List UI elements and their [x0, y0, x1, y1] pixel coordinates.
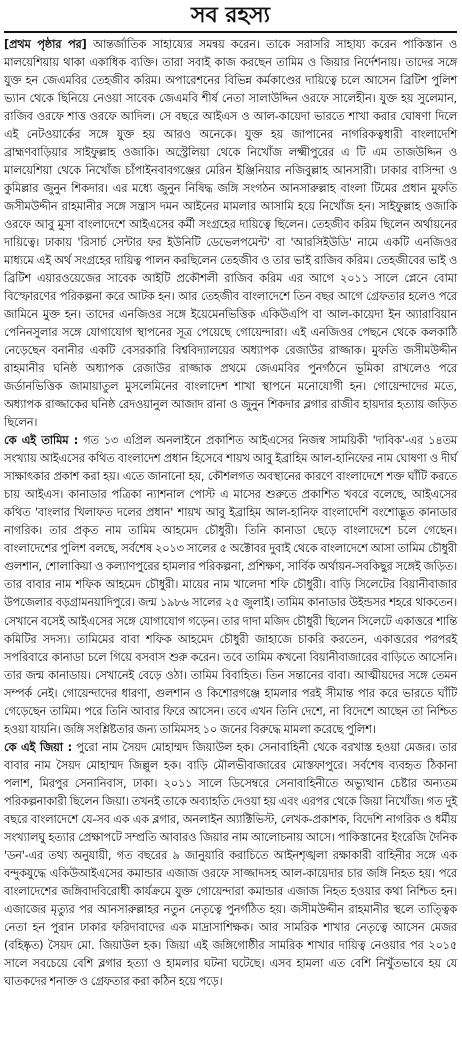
section-lead-tamim: কে এই তামিম :	[4, 434, 79, 448]
article-paragraph	[4, 739, 457, 991]
article-paragraph	[4, 36, 457, 432]
paragraph-text: আন্তর্জাতিক সাহায্যের সমন্বয় করেন। তাকে সরাসরি সাহায্য করেন পাকিস্তান ও মালয়েশিয়ায় থাকা একাধিক ব্যক্তি। তারা সবাই কাজ করছেন তামিম ও জিয়ার নির্দেশনায়। তাদের সঙ্গে যুক্ত হন জেএমবির তেহজীব করিম। অপারেশনের বিভিন্ন কর্মকাণ্ডের দায়িত্বে চলে আসেন ব্রিটিশ পুলিশ ভ্যান থেকে ছিনিয়ে নেওয়া সাবেক জেএমবি শীর্ষ নেতা সালাউদ্দিন ওরফে সালেহীন। যুক্ত হয় সুলেমান, রাজিব ওরফে শাত্ত ওরফে আদিল। সে বছরে আইএস ও আল-কায়েদা ভারতে শাখা করার ঘোষণা দিলে এই নেটওয়ার্কের সঙ্গে যুক্ত হয় আরও অনেকে। যুক্ত হয় জাপানের নাগরিকত্বধারী বাংলাদেশি ব্রাহ্মণবাড়িয়ার সাইফুল্লাহ ওজাকি। অস্ট্রেলিয়া থেকে নিখোঁজ লক্ষ্মীপুরের এ টি এম তাজউদ্দিন ও মালয়েশিয়া থেকে নিখোঁজ চাঁপাইনবাবগঞ্জের মেরিন ইঞ্জিনিয়ার নজিবুল্লাহ আনসারী। ঢাকার বাসিন্দা ও কুমিল্লার জুনুন শিকদার। এর মধ্যে জুনুন নিষিদ্ধ জঙ্গি সংগঠন আনসারুল্লাহ বাংলা টিমের প্রধান মুফতি জসীমউদ্দীন রাহমানীর সঙ্গে সন্ত্রাস দমন আইনের মামলার আসামি হয়ে নিখোঁজ হন। সাইফুল্লাহ ওজাকি ওরফে আবু মুসা বাংলাদেশে আইএসের কর্মী সংগ্রহের দায়িত্বে ছিলেন। তেহজীব করিম ছিলেন অর্থায়নের দায়িত্বে। ঢাকায় 'রিসার্চ সেন্টার ফর ইউনিটি ডেভেলপমেন্ট' বা 'আরসিইউডি' নামে একটি এনজিওর মাধ্যমে এই অর্থ সংগ্রহের দায়িত্ব পালন করছিলেন তেহজীব ও তার ভাই রাজিব করিম। তেহজীবের ভাই ও ব্রিটিশ এয়ারওয়েজের সাবেক আইটি প্রকৌশলী রাজিব করিম এর আগে ২০১১ সালে প্লেনে বোমা বিস্ফোরণের পরিকল্পনা করে আটক হন। আর তেহজীব বাংলাদেশে তিন বছর আগে গ্রেফতার হলেও পরে জামিনে মুক্ত হন। তাদের এনজিওর সঙ্গে ইয়েমেনভিত্তিক একিউএপি বা আল-কায়েদা ইন অ্যারাবিয়ান পেনিনসুলার সঙ্গে যোগাযোগ স্থাপনের সূত্র পেয়েছে গোয়েন্দারা। এই এনজিওর পেছনে থেকে কলকাঠি নেড়েছেন বনানীর একটি বেসরকারি বিশ্ববিদ্যালয়ের অধ্যাপক রেজাউর রাজ্জাক। মুফতি জসীমউদ্দীন রাহমানীর ঘনিষ্ঠ অধ্যাপক রেজাউর রাজ্জাক প্রথমে জেএমবির পুনর্গঠনে ভূমিকা রাখলেও পরে জর্ডানভিত্তিক জামায়াতুল মুসলেমিনের বাংলাদেশ শাখা স্থাপনে মনোযোগী হন। গোয়েন্দাদের মতে, অধ্যাপক রাজ্জাকের ঘনিষ্ঠ রেদওয়ানুল আজাদ রানা ও জুনুন শিকদার ব্লগার রাজীব হায়দার হত্যায় জড়িত ছিলেন।	[4, 38, 457, 430]
paragraph-text: পুরো নাম সৈয়দ মোহাম্মদ জিয়াউল হক। সেনাবাহিনী থেকে বরখাস্ত হওয়া মেজর। তার বাবার নাম সৈয়দ মোহাম্মদ জিল্লুল হক। বাড়ি মৌলভীবাজারের মোস্তফাপুরে। সর্বশেষ ব্যবহৃত ঠিকানা পলাশ, মিরপুর সেনানিবাস, ঢাকা। ২০১১ সালে ডিসেম্বরে সেনাবাহিনীতে অভ্যুত্থান চেষ্টার অন্যতম পরিকল্পনাকারী ছিলেন জিয়া। তখনই তাকে অব্যাহতি দেওয়া হয় এবং এরপর থেকে জিয়া নিখোঁজ। গত দুই বছরে বাংলাদেশে যে-সব এক এক ব্লগার, অনলাইন অ্যাক্টিভিস্ট, লেখক-প্রকাশক, বিদেশি নাগরিক ও ধর্মীয় সংখ্যালঘু হত্যার প্রেক্ষাপটে সম্প্রতি আবারও জিয়ার নাম আলোচনায় আসে। পাকিস্তানের ইংরেজি দৈনিক 'ডন'-এর তথ্য অনুযায়ী, গত বছরের ৯ জানুয়ারি করাচিতে আইনশৃঙ্খলা রক্ষাকারী বাহিনীর সঙ্গে এক বন্দুকযুদ্ধে একিউআইএসের কমান্ডার এজাজ ওরফে সাজ্জাদসহ আল-কায়েদার চার জঙ্গি নিহত হয়। পরে বাংলাদেশের জঙ্গিবাদবিরোধী কার্যক্রমে যুক্ত গোয়েন্দারা কমান্ডার এজাজ নিহত হওয়ার কথা নিশ্চিত হন। এজাজের মৃত্যুর পর আনসারুল্লাহর নতুন নেতৃত্বে পুনর্গঠিত হয়। জসীমউদ্দীন রাহমানীর স্থলে তাত্ত্বিক নেতা হন পুরান ঢাকার ফরিদাবাদের এক মাদ্রাসাশিক্ষক। আর সামরিক শাখার নেতৃত্বে আসেন মেজর (বহিষ্কৃত) সৈয়দ মো. জিয়াউল হক। জিয়া এই জঙ্গিগোষ্ঠীর সামরিক শাখার দায়িত্ব নেওয়ার পর ২০১৫ সালে সবচেয়ে বেশি ব্লগার হত্যা ও হামলার ঘটনা ঘটেছে। এসব হামলা এত বেশি নিখুঁতভাবে হয় যে ঘাতকদের শনাক্ত ও গ্রেফতার করা কঠিন হয়ে পড়ে।	[4, 740, 457, 988]
section-lead-zia: কে এই জিয়া :	[4, 740, 72, 754]
article-paragraph	[4, 432, 457, 738]
paragraph-text: গত ১৩ এপ্রিল অনলাইনে প্রকাশিত আইএসের নিজস্ব সাময়িকী 'দাবিক'-এর ১৪তম সংখ্যায় আইএসের কথিত বাংলাদেশ প্রধান হিসেবে শায়খ আবু ইব্রাহিম আল-হানিফের নাম ঘোষণা ও দীর্ঘ সাক্ষাৎকার প্রকাশ করা হয়। এতে জানানো হয়, কৌশলগত অবস্থানের কারণে বাংলাদেশে শক্ত ঘাঁটি করতে চায় আইএস। কানাডার পত্রিকা ন্যাশনাল পোস্ট এ মাসের শুরুতে প্রকাশিত খবরে বলেছে, আইএসের কথিত 'বাংলার খিলাফত দলের প্রধান' শায়খ আবু ইব্রাহিম আল-হানিফ বাংলাদেশি বংশোদ্ভূত কানাডার নাগরিক। তার প্রকৃত নাম তামিম আহমেদ চৌধুরী। তিনি কানাডা ছেড়ে বাংলাদেশে চলে গেছেন। বাংলাদেশের পুলিশ বলছে, সর্বশেষ ২০১৩ সালের ৫ অক্টোবর দুবাই থেকে বাংলাদেশে আসা তামিম চৌধুরী গুলশান, শোলাকিয়া ও কল্যাণপুরের হামলার পরিকল্পনা, প্রশিক্ষণ, সার্বিক অর্থায়ন-সবকিছুর সঙ্গেই জড়িত। তার বাবার নাম শফিক আহমেদ চৌধুরী। মায়ের নাম খালেদা শফি চৌধুরী। বাড়ি সিলেটের বিয়ানীবাজার উপজেলার বড়গ্রামনয়াদিপুরে। জন্ম ১৯৮৬ সালের ২৫ জুলাই। তামিম কানাডার উইন্ডসর শহরে থাকতেন। সেখানে বসেই আইএসের সঙ্গে যোগাযোগ গড়েন। তার দাদা মজিদ চৌধুরী ছিলেন সিলেটে একাত্তরে শান্তি কমিটির সদস্য। তামিমের বাবা শফিক আহমেদ চৌধুরী জাহাজে চাকরি করতেন, একাত্তরের পরপরই সপরিবারে কানাডা চলে গিয়ে বসবাস শুরু করেন। তবে তামিম কখনো বিয়ানীবাজারের বাড়িতে আসেনি। তার জন্ম কানাডায়। সেখানেই বেড়ে ওঠা। তামিম বিবাহিত। তিন সন্তানের বাবা। আত্মীয়দের সঙ্গে তেমন সম্পর্ক নেই। গোয়েন্দাদের ধারণা, গুলশান ও কিশোরগঞ্জে হামলার পরই সীমান্ত পার করে ভারতে ঘাঁটি গেড়েছেন তামিম। পরে তিনি আবার ফিরে আসেন। তবে এখন তিনি দেশে, না বিদেশে আছেন তা নিশ্চিত হওয়া যায়নি। জঙ্গি সংশ্লিষ্টতার জন্য তামিমসহ ১০ জনের বিরুদ্ধে মামলা করেছে পুলিশ।	[4, 434, 457, 736]
headline-divider	[4, 31, 457, 33]
paragraph-lead: [প্রথম পৃষ্ঠার পর]	[4, 38, 87, 51]
article-headline: সব রহস্য	[190, 2, 270, 28]
